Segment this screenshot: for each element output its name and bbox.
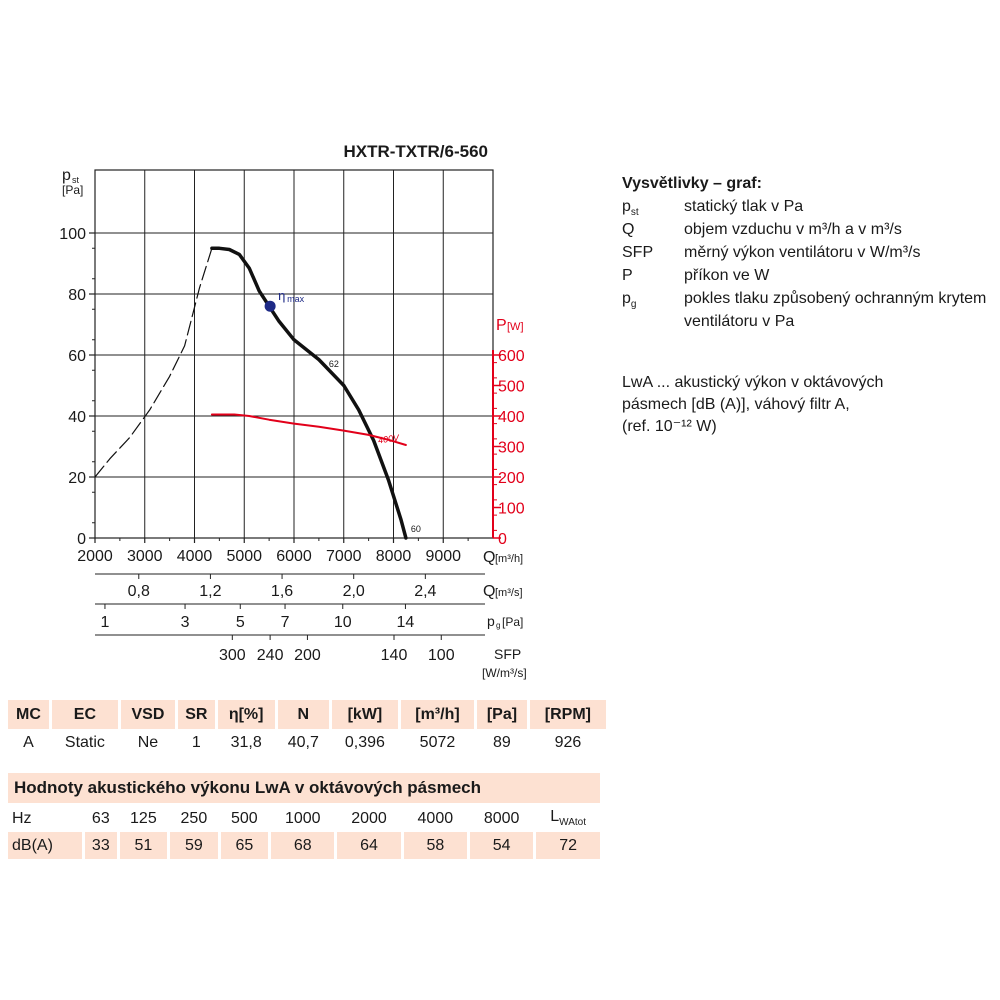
sfp-tick-label: 100 [427, 647, 455, 664]
band-250: 250 [180, 809, 208, 827]
y-right-tick-label: 300 [498, 439, 525, 457]
pg-axis-unit: p [487, 613, 495, 629]
y-left-tick-label: 60 [68, 348, 86, 365]
series-62-line [212, 248, 406, 538]
y-right-tick-label: 500 [498, 378, 525, 396]
total-label-sub: WAtot [559, 817, 587, 829]
legend-row-sfp [622, 241, 992, 264]
pg-axis-unit-sub: g [496, 621, 501, 630]
y-right-tick-label: 100 [498, 500, 525, 518]
band-8000: 8000 [483, 809, 520, 827]
y-left-tick-label: 40 [68, 409, 86, 426]
x-axis-unit-sub: [m³/h] [495, 553, 524, 565]
cell-ec: Static [64, 734, 105, 751]
q-m3s-axis-unit: Q [483, 583, 496, 600]
series-400v-label: 400V [377, 432, 400, 446]
x-tick-label: 8000 [375, 548, 412, 565]
y-left-tick-label: 0 [77, 531, 86, 548]
x-tick-label: 9000 [425, 548, 462, 565]
x-tick-label: 7000 [325, 548, 362, 565]
band-500: 500 [231, 809, 258, 827]
eta-max-point [265, 301, 276, 312]
chart-title: HXTR-TXTR/6-560 [343, 142, 488, 161]
y-right-tick-label: 0 [498, 531, 507, 548]
y-left-tick-label: 80 [68, 287, 86, 304]
legend-desc: příkon ve W [684, 267, 770, 284]
y-left-tick-label: 20 [68, 470, 86, 487]
y-left-axis-label-sub: st [72, 175, 80, 185]
legend-desc: statický tlak v Pa [684, 198, 804, 215]
header-rpm: [RPM] [530, 700, 606, 729]
x-tick-label: 6000 [276, 548, 312, 565]
x-tick-label: 4000 [176, 548, 213, 565]
legend-desc: měrný výkon ventilátoru v W/m³/s [684, 244, 921, 261]
legend-panel [622, 172, 992, 333]
legend-row-q [622, 218, 992, 241]
legend-row-pst [622, 195, 992, 218]
q-m3s-tick-label: 1,6 [270, 583, 294, 600]
pg-tick-label: 7 [280, 614, 290, 631]
db-2000: 64 [337, 832, 400, 859]
legend-row-p [622, 264, 992, 287]
sfp-tick-label: 200 [294, 647, 321, 664]
acoustic-hz-row [8, 805, 600, 832]
db-500: 65 [221, 832, 268, 859]
sfp-axis-unit: SFP [494, 646, 522, 662]
acoustic-table [5, 805, 603, 859]
pg-tick-label: 1 [100, 614, 110, 631]
band-4000: 4000 [417, 809, 454, 827]
header-ec: EC [52, 700, 118, 729]
legend-desc: pokles tlaku způsobený ochranným krytem ventilátoru v Pa [684, 290, 987, 330]
x-tick-label: 3000 [126, 548, 163, 565]
db-total: 72 [536, 832, 600, 859]
hz-label: Hz [12, 809, 32, 827]
legend-symbol: p [622, 198, 631, 215]
pg-tick-label: 14 [396, 614, 415, 631]
legend-row-pg [622, 287, 992, 333]
q-m3s-tick-label: 2,4 [414, 583, 437, 600]
legend-symbol-sub: st [630, 207, 639, 219]
q-m3s-tick-label: 1,2 [199, 583, 222, 600]
y-right-tick-label: 400 [498, 409, 525, 426]
pg-tick-label: 5 [235, 614, 245, 631]
chart-curves [95, 248, 406, 538]
y-right-tick-label: 200 [498, 470, 525, 487]
legend-symbol-sub: g [630, 299, 637, 311]
sfp-tick-label: 240 [256, 647, 284, 664]
header-mc: MC [8, 700, 49, 729]
table-row [8, 729, 606, 757]
q-m3s-axis-unit-sub: [m³/s] [495, 587, 523, 599]
legend-symbol: Q [622, 221, 635, 238]
sfp-tick-label: 300 [218, 647, 246, 664]
y-left-axis-label: p [62, 167, 71, 184]
legend-symbol: P [622, 267, 633, 284]
acoustic-db-row [8, 832, 600, 859]
header-n: N [278, 700, 329, 729]
band-125: 125 [130, 809, 157, 827]
cell-vsd: Ne [137, 734, 159, 751]
legend-desc: objem vzduchu v m³/h a v m³/s [684, 221, 902, 238]
eta-max-label-sub: max [287, 294, 305, 305]
header-eta: η[%] [218, 700, 275, 729]
cell-eta: 31,8 [230, 734, 262, 751]
cell-mc: A [23, 734, 34, 751]
db-4000: 58 [404, 832, 467, 859]
sfp-tick-label: 140 [380, 647, 408, 664]
cell-rpm: 926 [554, 734, 582, 751]
curve-label-60: 60 [410, 523, 421, 534]
cell-kw: 0,396 [344, 734, 385, 751]
header-vsd: VSD [121, 700, 175, 729]
band-total [536, 805, 600, 832]
band-1000: 1000 [284, 809, 321, 827]
y-right-tick-label: 600 [498, 348, 525, 365]
band-2000: 2000 [351, 809, 387, 827]
sfp-axis-unit-tail: [W/m³/s] [482, 666, 527, 680]
y-right-axis-unit: [W] [507, 321, 524, 333]
x-tick-label: 2000 [77, 548, 113, 565]
pg-tick-label: 10 [333, 614, 352, 631]
chart-labels [59, 142, 526, 680]
legend-symbol: SFP [622, 244, 654, 261]
y-left-axis-unit: [Pa] [62, 183, 84, 197]
acoustic-title: Hodnoty akustického výkonu LwA v oktávových pásmech [8, 773, 600, 803]
legend-title: Vysvětlivky – graf: [622, 175, 762, 192]
table-header-row [8, 700, 606, 729]
y-right-axis-label: P [496, 317, 507, 334]
cell-pa: 89 [493, 734, 511, 751]
db-8000: 54 [470, 832, 533, 859]
header-sr: SR [178, 700, 215, 729]
db-63: 33 [85, 832, 117, 859]
pg-axis-unit-tail: [Pa] [502, 615, 524, 629]
header-pa: [Pa] [477, 700, 527, 729]
q-m3s-tick-label: 2,0 [342, 583, 365, 600]
db-250: 59 [170, 832, 217, 859]
chart-grid [95, 170, 493, 538]
x-tick-label: 5000 [226, 548, 263, 565]
db-1000: 68 [271, 832, 334, 859]
y-left-tick-label: 100 [59, 226, 86, 243]
db-125: 51 [120, 832, 167, 859]
series-400V-line [212, 415, 406, 446]
q-m3s-tick-label: 0,8 [127, 583, 150, 600]
db-label: dB(A) [8, 832, 82, 859]
band-63: 63 [91, 809, 110, 827]
cell-sr: 1 [191, 734, 201, 751]
legend-symbol: p [622, 290, 631, 307]
header-kw: [kW] [332, 700, 398, 729]
total-label: L [550, 808, 560, 826]
lwa-note: LwA ... akustický výkon v oktávových pásmech [dB (A)], váhový filtr A, (ref. 10⁻¹² W) [622, 374, 884, 435]
eta-max-label: η [278, 288, 286, 304]
cell-n: 40,7 [287, 734, 319, 751]
cell-m3h: 5072 [419, 734, 456, 751]
curve-label-62: 62 [328, 359, 339, 370]
x-axis-unit: Q [483, 549, 496, 566]
fan-parameters-table [5, 700, 609, 757]
header-m3h: [m³/h] [401, 700, 474, 729]
pg-tick-label: 3 [180, 614, 190, 631]
